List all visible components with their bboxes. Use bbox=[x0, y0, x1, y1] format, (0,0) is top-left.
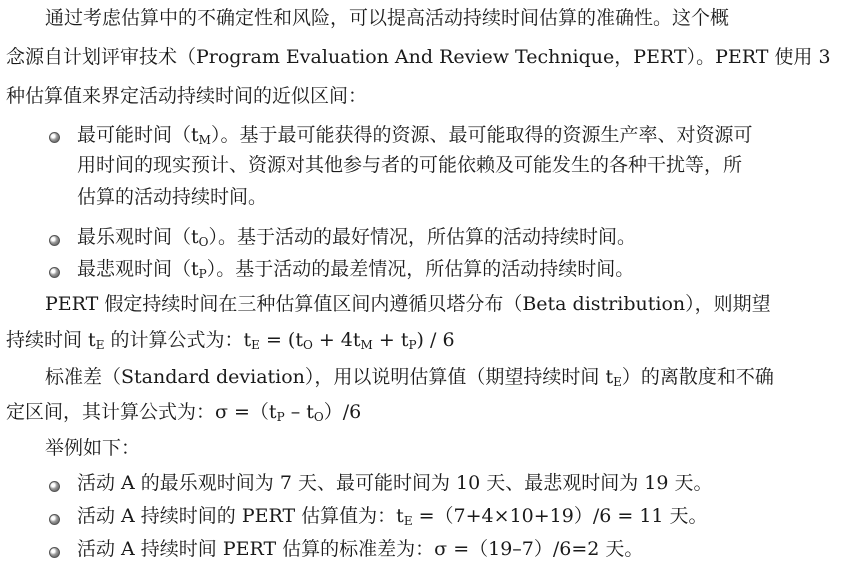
para1-line2: 念源自计划评审技术（Program Evaluation And Review Technique，PERT）。PERT 使用 3 bbox=[6, 46, 831, 68]
para2-line1: PERT 假定持续时间在三种估算值区间内遵循贝塔分布（Beta distribution），则期望 bbox=[45, 293, 771, 315]
bullet-dot bbox=[49, 235, 60, 246]
example-bullet-3: 活动 A 持续时间 PERT 估算的标准差为：σ =（19–7）/6=2 天。 bbox=[77, 538, 644, 560]
example-heading: 举例如下： bbox=[45, 437, 141, 459]
bullet-most-likely-cont1: 用时间的现实预计、资源对其他参与者的可能依赖及可能发生的各种干扰等，所 bbox=[77, 154, 743, 176]
bullet-dot bbox=[49, 267, 60, 278]
para3-line2-formula: 定区间，其计算公式为：$\sigma =(t_P - t_O)/6$ bbox=[6, 401, 362, 424]
bullet-most-likely-cont2: 估算的活动持续时间。 bbox=[77, 186, 268, 208]
bullet-dot bbox=[49, 547, 60, 558]
para3-line1: 标准差（Standard deviation），用以说明估算值（期望持续时间 $t_E$）的离散度和不确 bbox=[45, 366, 774, 389]
example-bullet-2: 活动 A 持续时间的 PERT 估算值为：$t_E =(7+4\times 10+19)/6 = 11$ 天。 bbox=[77, 505, 708, 528]
para1-line3: 种估算值来界定活动持续时间的近似区间： bbox=[6, 85, 368, 107]
bullet-dot bbox=[49, 514, 60, 525]
bullet-most-likely: 最可能时间$(t_M)$。基于最可能获得的资源、最可能取得的资源生产率、对资源可 bbox=[77, 124, 753, 147]
para2-line2-formula: 持续时间 $t_E$ 的计算公式为：$t_E = (t_O + 4t_M + t_P) / 6$ bbox=[6, 329, 455, 352]
bullet-dot bbox=[49, 132, 60, 143]
bullet-pessimistic: 最悲观时间$(t_P)$。基于活动的最差情况，所估算的活动持续时间。 bbox=[77, 258, 635, 281]
para1-line1: 通过考虑估算中的不确定性和风险，可以提高活动持续时间估算的准确性。这个概 bbox=[45, 7, 730, 29]
bullet-dot bbox=[49, 481, 60, 492]
example-bullet-1: 活动 A 的最乐观时间为 7 天、最可能时间为 10 天、最悲观时间为 19 天。 bbox=[77, 472, 713, 494]
bullet-optimistic: 最乐观时间$(t_O)$。基于活动的最好情况，所估算的活动持续时间。 bbox=[77, 226, 636, 249]
